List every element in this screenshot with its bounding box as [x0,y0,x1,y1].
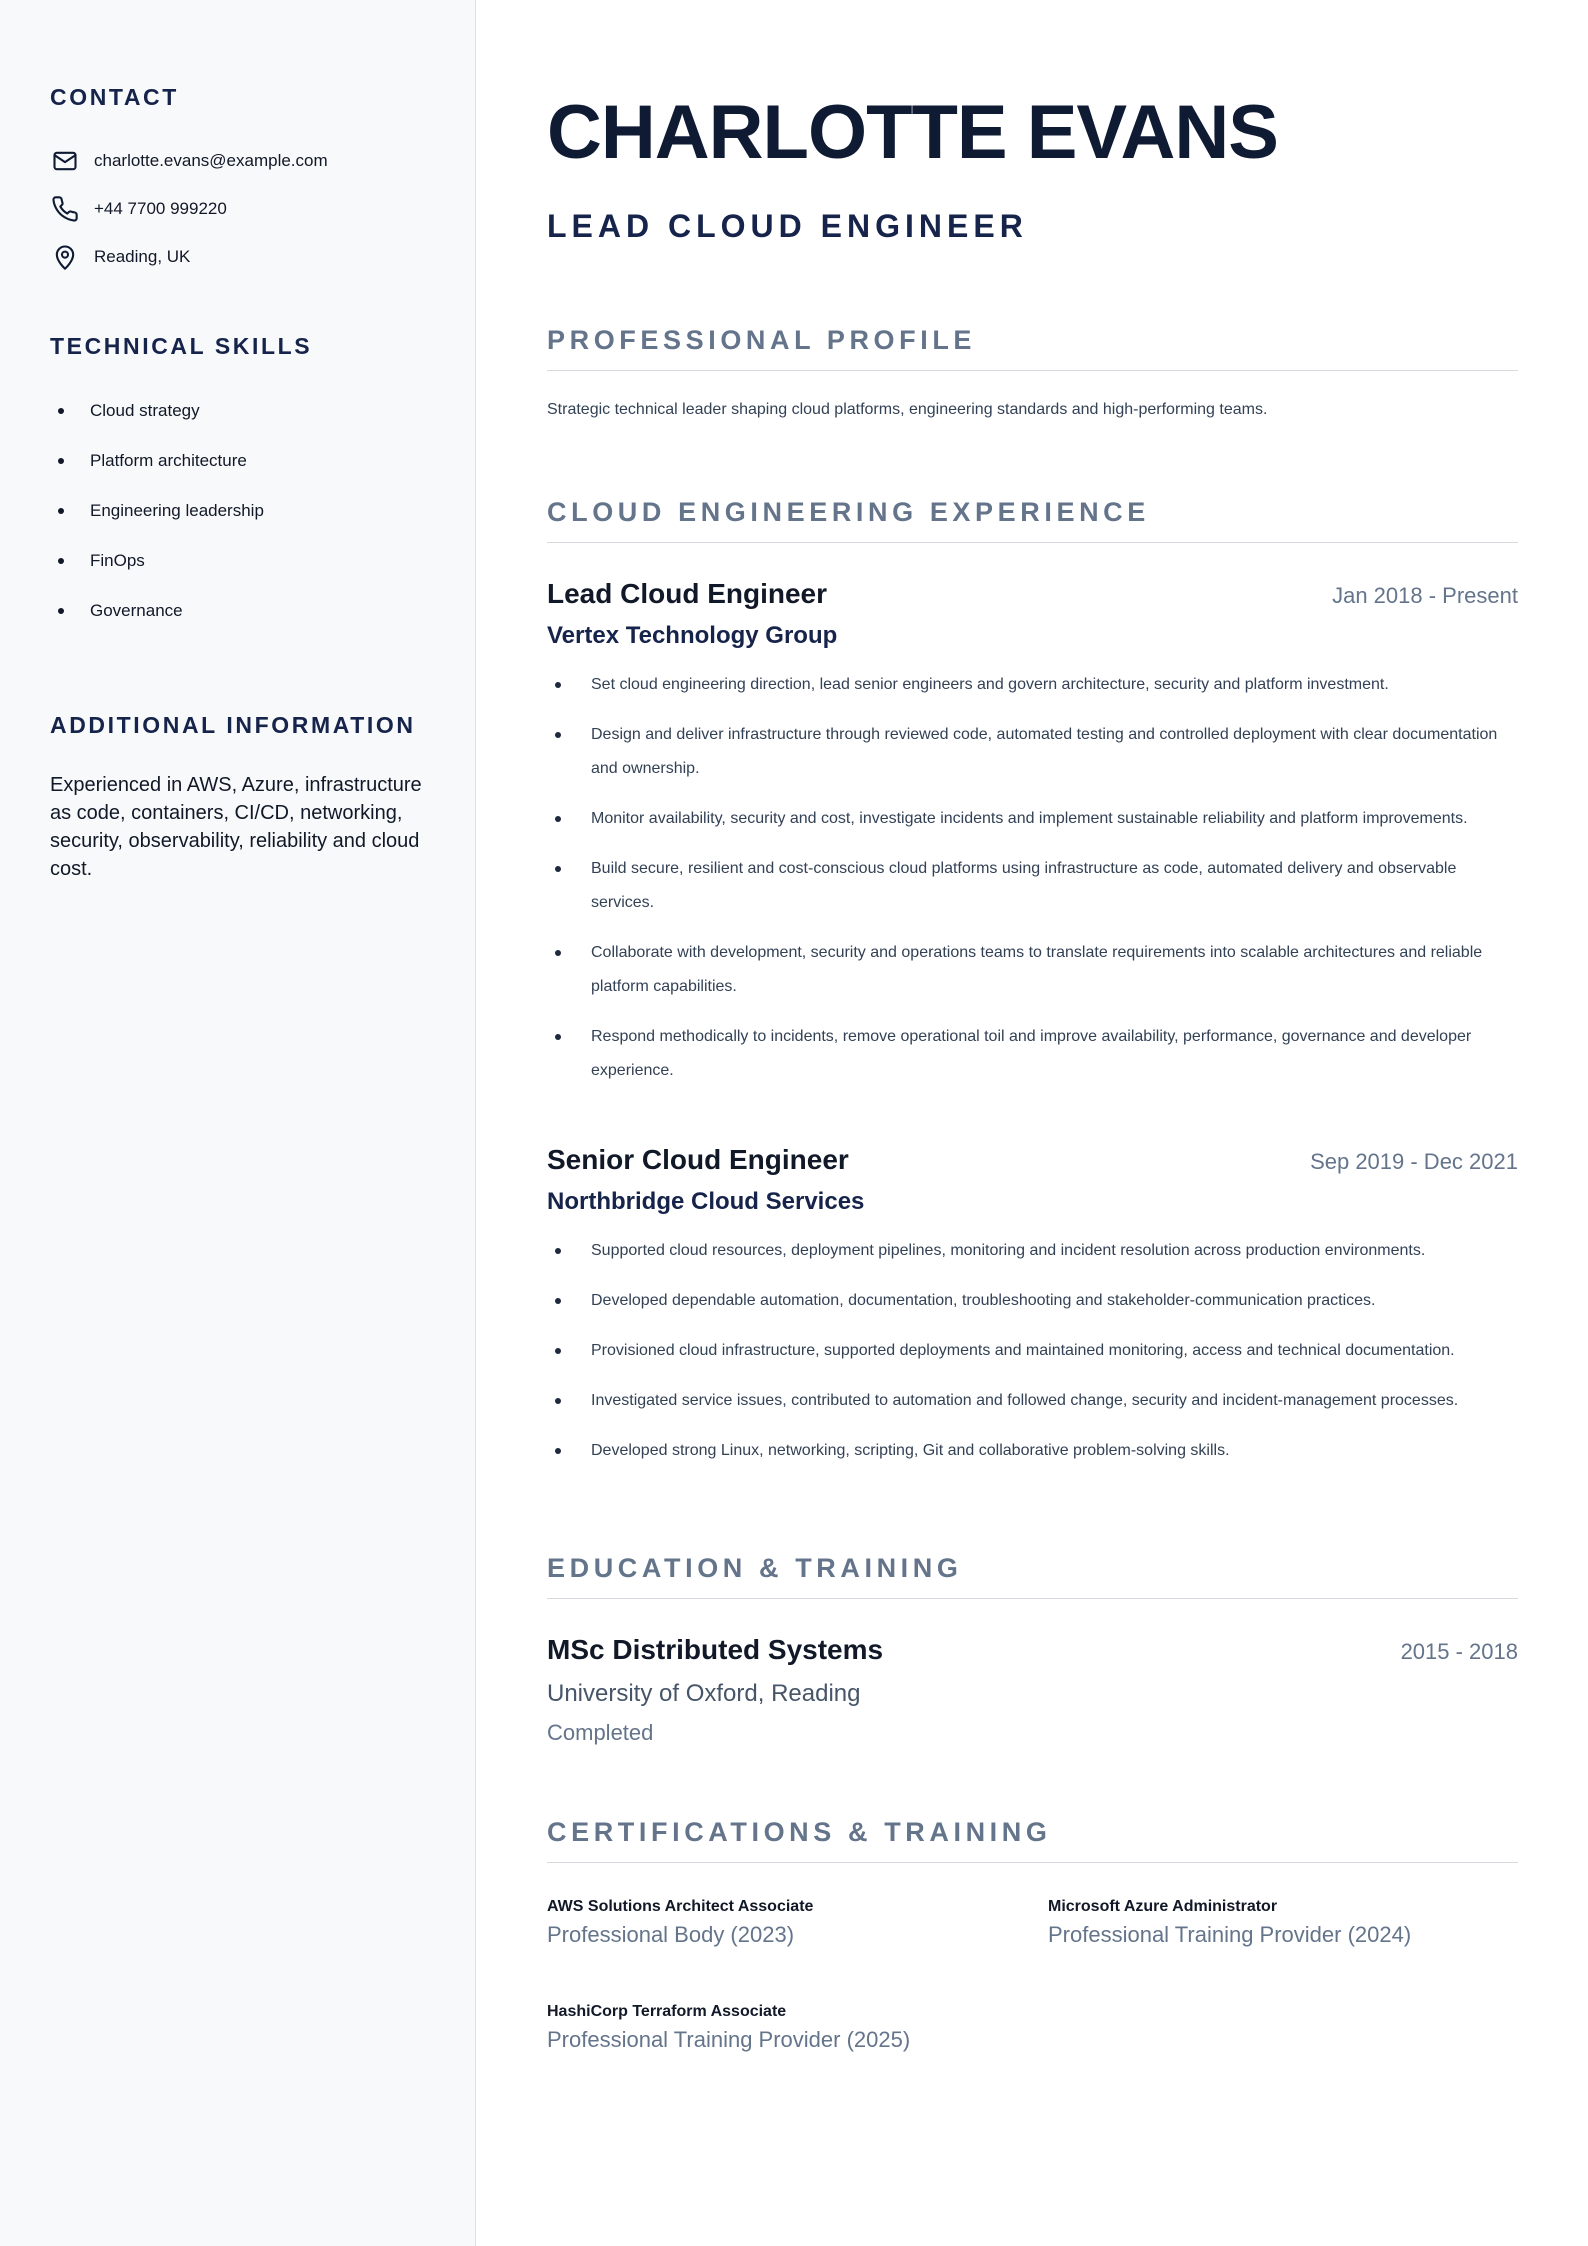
certifications-heading: CERTIFICATIONS & TRAINING [547,1817,1518,1863]
list-item [547,936,1518,1004]
skills-list [50,386,425,636]
list-item [547,1334,1518,1368]
job-company: Vertex Technology Group [547,622,838,649]
contact-email[interactable] [50,137,425,185]
bullet-text: Investigated service issues, contributed to automation and followed change, security and incident-management processes. [591,1392,1459,1409]
job-company: Northbridge Cloud Services [547,1188,865,1215]
certification-provider: Professional Body (2023) [547,1922,795,1947]
experience-heading: CLOUD ENGINEERING EXPERIENCE [547,497,1518,543]
bullet-icon [555,1298,561,1304]
additional-info-heading: ADDITIONAL INFORMATION [50,712,416,738]
list-item [547,668,1518,702]
certification-name: Microsoft Azure Administrator [1048,1898,1278,1915]
skill-label: Platform architecture [90,451,247,470]
certification-provider: Professional Training Provider (2024) [1048,1922,1412,1947]
bullet-icon [58,558,64,564]
job-bullets [547,1234,1518,1468]
job-title: Senior Cloud Engineer [547,1144,849,1175]
candidate-name: CHARLOTTE EVANS [547,90,1278,175]
skill-item [50,386,425,436]
bullet-text: Respond methodically to incidents, remove operational toil and improve availability, performance, governance and developer experience. [591,1028,1472,1079]
bullet-icon [58,508,64,514]
education-status: Completed [547,1720,654,1745]
list-item [547,1020,1518,1088]
skill-label: Governance [90,601,183,620]
job-header [547,578,1518,610]
education-dates: 2015 - 2018 [1400,1639,1518,1664]
contact-phone[interactable] [50,185,425,233]
skill-label: Cloud strategy [90,401,200,420]
contact-heading: CONTACT [50,84,179,110]
bullet-text: Collaborate with development, security and operations teams to translate requirements into scalable architectures and reliable platform capabilities. [591,944,1483,995]
list-item [547,1234,1518,1268]
bullet-icon [555,1348,561,1354]
skill-item [50,586,425,636]
profile-heading: PROFESSIONAL PROFILE [547,325,1518,371]
skill-label: Engineering leadership [90,501,264,520]
phone-text: +44 7700 999220 [94,199,227,218]
email-text: charlotte.evans@example.com [94,151,328,170]
bullet-icon [58,408,64,414]
degree: MSc Distributed Systems [547,1634,884,1665]
bullet-text: Set cloud engineering direction, lead senior engineers and govern architecture, security and platform investment. [591,676,1389,693]
contact-list [50,137,425,281]
mail-icon [50,146,80,176]
bullet-icon [58,458,64,464]
certification-name: AWS Solutions Architect Associate [547,1898,814,1915]
bullet-icon [555,1448,561,1454]
job-bullets [547,668,1518,1088]
list-item [547,1384,1518,1418]
list-item [547,852,1518,920]
school: University of Oxford, Reading [547,1680,861,1707]
bullet-icon [555,1248,561,1254]
education-entry [547,1634,1518,1746]
phone-icon [50,194,80,224]
map-pin-icon [50,242,80,272]
bullet-text: Build secure, resilient and cost-conscious cloud platforms using infrastructure as code, automated delivery and observable services. [591,860,1457,911]
contact-location [50,233,425,281]
list-item [547,718,1518,786]
job-dates: Sep 2019 - Dec 2021 [1310,1149,1518,1174]
additional-info-text: Experienced in AWS, Azure, infrastructure as code, containers, CI/CD, networking, security, observability, reliability and cloud cost. [50,774,422,880]
skill-item [50,486,425,536]
bullet-icon [555,816,561,822]
certification-name: HashiCorp Terraform Associate [547,2003,787,2020]
certification-item [547,2003,910,2053]
certification-provider: Professional Training Provider (2025) [547,2027,911,2052]
job-entry [547,1144,1518,1484]
bullet-text: Provisioned cloud infrastructure, supported deployments and maintained monitoring, access and technical documentation. [591,1342,1455,1359]
bullet-icon [555,682,561,688]
job-title-header: LEAD CLOUD ENGINEER [547,208,1028,244]
skill-item [50,536,425,586]
certification-item [547,1898,813,1948]
bullet-text: Developed strong Linux, networking, scripting, Git and collaborative problem-solving skills. [591,1442,1230,1459]
bullet-text: Design and deliver infrastructure through reviewed code, automated testing and controlled deployment with clear documentation and ownership. [591,726,1498,777]
job-entry [547,578,1518,1104]
skill-label: FinOps [90,551,145,570]
list-item [547,1284,1518,1318]
bullet-icon [555,1398,561,1404]
job-header [547,1144,1518,1176]
profile-text: Strategic technical leader shaping cloud platforms, engineering standards and high-performing teams. [547,401,1268,418]
education-heading: EDUCATION & TRAINING [547,1553,1518,1599]
location-text: Reading, UK [94,247,191,266]
bullet-text: Monitor availability, security and cost, investigate incidents and implement sustainable reliability and platform improvements. [591,810,1468,827]
bullet-icon [555,1034,561,1040]
list-item [547,802,1518,836]
bullet-icon [555,732,561,738]
sidebar [0,0,476,2246]
skill-item [50,436,425,486]
bullet-text: Developed dependable automation, documentation, troubleshooting and stakeholder-communication practices. [591,1292,1376,1309]
bullet-text: Supported cloud resources, deployment pipelines, monitoring and incident resolution across production environments. [591,1242,1426,1259]
education-header [547,1634,1518,1666]
bullet-icon [555,866,561,872]
bullet-icon [555,950,561,956]
skills-heading: TECHNICAL SKILLS [50,333,313,359]
bullet-icon [58,608,64,614]
certification-item [1048,1898,1411,1948]
job-dates: Jan 2018 - Present [1332,583,1518,608]
job-title: Lead Cloud Engineer [547,578,828,609]
list-item [547,1434,1518,1468]
